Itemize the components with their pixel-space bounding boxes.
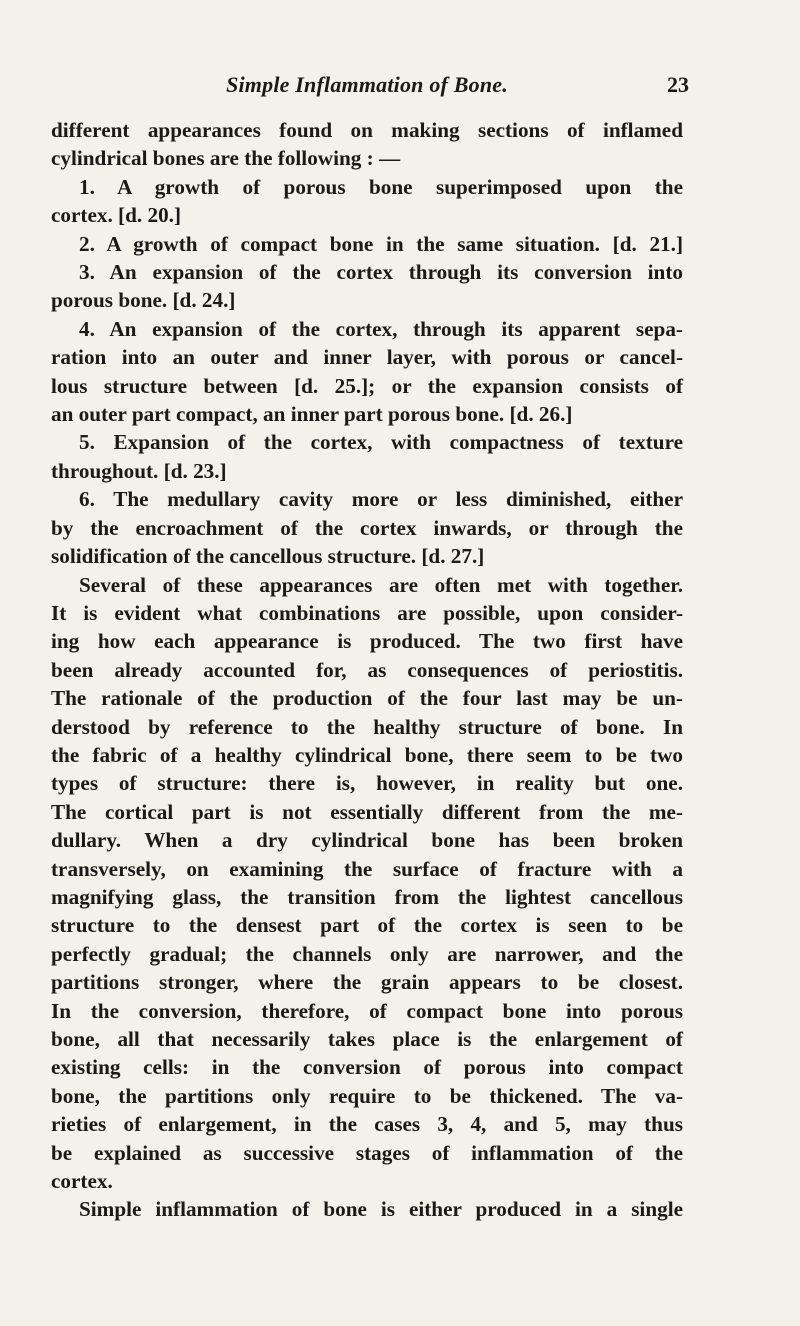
text-line: by the encroachment of the cortex inwards, or through the [51,515,683,540]
text-line: cortex. [51,1169,113,1194]
body-text [51,116,683,1224]
text-line: dullary. When a dry cylindrical bone has been broken [51,828,683,853]
paragraph-several [51,571,683,1196]
list-item-2 [51,230,683,258]
text-line: bone, the partitions only require to be thickened. The va- [51,1083,683,1108]
text-line: cortex. [d. 20.] [51,203,182,228]
text-line: 1. A growth of porous bone superimposed upon the [79,174,683,199]
text-line: Simple inflammation of bone is either produced in a single [79,1197,683,1222]
text-line: The rationale of the production of the four last may be un- [51,686,683,711]
page-header [51,72,689,116]
text-line: porous bone. [d. 24.] [51,288,236,313]
text-line: lous structure between [d. 25.]; or the expansion consists of [51,373,683,398]
page-number: 23 [667,72,689,97]
text-line: throughout. [d. 23.] [51,458,227,483]
text-line: ing how each appearance is produced. The two first have [51,629,683,654]
text-line: been already accounted for, as consequences of periostitis. [51,657,683,682]
text-line: the fabric of a healthy cylindrical bone, there seem to be two [51,742,683,767]
text-line: existing cells: in the conversion of porous into compact [51,1055,683,1080]
text-line: 3. An expansion of the cortex through its conversion into [79,260,683,285]
paragraph-simple [51,1195,683,1223]
text-line: structure to the densest part of the cortex is seen to be [51,913,683,938]
text-line: The cortical part is not essentially different from the me- [51,799,683,824]
text-line: 4. An expansion of the cortex, through its apparent sepa- [79,316,683,341]
text-line: In the conversion, therefore, of compact bone into porous [51,998,683,1023]
text-line: Several of these appearances are often met with together. [79,572,683,597]
text-line: derstood by reference to the healthy structure of bone. In [51,714,683,739]
book-page [51,72,689,1224]
text-line: It is evident what combinations are possible, upon consider- [51,600,683,625]
text-line: bone, all that necessarily takes place is the enlargement of [51,1027,683,1051]
text-line: solidification of the cancellous structure. [d. 27.] [51,544,485,569]
text-line: types of structure: there is, however, in reality but one. [51,771,683,796]
text-line: perfectly gradual; the channels only are narrower, and the [51,941,683,966]
list-item-3 [51,258,683,315]
list-item-4 [51,315,683,429]
text-line: partitions stronger, where the grain appears to be closest. [51,970,683,995]
text-line: magnifying glass, the transition from the lightest cancellous [51,884,683,909]
text-line: ration into an outer and inner layer, with porous or cancel- [51,345,683,370]
text-line: 5. Expansion of the cortex, with compactness of texture [79,430,683,455]
text-line: an outer part compact, an inner part porous bone. [d. 26.] [51,402,573,427]
text-line: 6. The medullary cavity more or less diminished, either [79,487,683,512]
list-item-1 [51,173,683,230]
intro-paragraph [51,116,683,173]
text-line: cylindrical bones are the following : — [51,146,401,171]
list-item-5 [51,428,683,485]
text-line: be explained as successive stages of inflammation of the [51,1140,683,1165]
running-title: Simple Inflammation of Bone. [226,72,508,97]
text-line: different appearances found on making sections of inflamed [51,118,683,142]
text-line: transversely, on examining the surface of fracture with a [51,856,683,881]
list-item-6 [51,485,683,570]
text-line: 2. A growth of compact bone in the same situation. [d. 21.] [79,231,683,256]
text-line: rieties of enlargement, in the cases 3, 4, and 5, may thus [51,1112,683,1137]
